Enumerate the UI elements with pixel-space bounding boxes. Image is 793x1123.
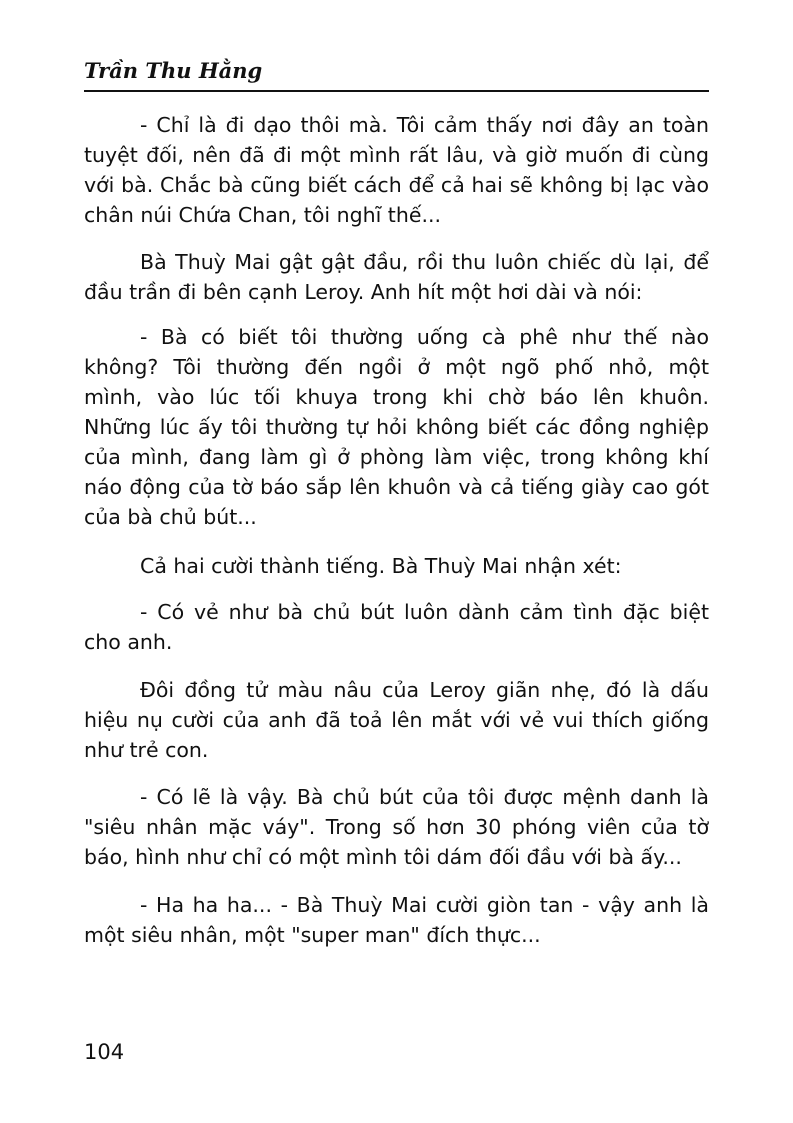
text-line: không? Tôi thường đến ngồi ở một ngõ phố nhỏ, một [84, 355, 709, 379]
running-header-author: Trần Thu Hằng [84, 58, 263, 83]
paragraph [84, 597, 709, 657]
text-line: Đôi đồng tử màu nâu của Leroy giãn nhẹ, đó là dấu [140, 678, 709, 702]
text-line: Bà Thuỳ Mai gật gật đầu, rồi thu luôn chiếc dù lại, để [140, 250, 709, 274]
text-line: hiệu nụ cười của anh đã toả lên mắt với vẻ vui thích giống [84, 708, 709, 732]
text-line: cho anh. [84, 630, 173, 654]
text-line: - Có vẻ như bà chủ bút luôn dành cảm tình đặc biệt [140, 600, 709, 624]
text-line: - Có lẽ là vậy. Bà chủ bút của tôi được mệnh danh là [140, 785, 709, 809]
text-line: "siêu nhân mặc váy". Trong số hơn 30 phóng viên của tờ [84, 815, 709, 839]
text-line: chân núi Chứa Chan, tôi nghĩ thế... [84, 203, 441, 227]
text-line: mình, vào lúc tối khuya trong khi chờ báo lên khuôn. [84, 385, 709, 409]
paragraph [84, 551, 709, 581]
text-line: Cả hai cười thành tiếng. Bà Thuỳ Mai nhận xét: [140, 554, 622, 578]
header-rule [84, 90, 709, 92]
text-line: - Ha ha ha... - Bà Thuỳ Mai cười giòn tan - vậy anh là [140, 893, 709, 917]
paragraph [84, 890, 709, 950]
paragraph [84, 247, 709, 307]
text-line: tuyệt đối, nên đã đi một mình rất lâu, và giờ muốn đi cùng [84, 143, 709, 167]
text-line: như trẻ con. [84, 738, 209, 762]
text-line: với bà. Chắc bà cũng biết cách để cả hai sẽ không bị lạc vào [84, 173, 709, 197]
text-line: một siêu nhân, một "super man" đích thực... [84, 923, 541, 947]
paragraph [84, 675, 709, 765]
text-line: của bà chủ bút... [84, 505, 257, 529]
text-line: náo động của tờ báo sắp lên khuôn và cả tiếng giày cao gót [84, 475, 709, 499]
paragraph [84, 322, 709, 532]
text-line: - Chỉ là đi dạo thôi mà. Tôi cảm thấy nơi đây an toàn [140, 113, 709, 137]
text-line: Những lúc ấy tôi thường tự hỏi không biết các đồng nghiệp [84, 415, 709, 439]
text-line: - Bà có biết tôi thường uống cà phê như thế nào [140, 325, 709, 349]
text-line: của mình, đang làm gì ở phòng làm việc, trong không khí [84, 445, 709, 469]
paragraph [84, 782, 709, 872]
text-line: báo, hình như chỉ có một mình tôi dám đối đầu với bà ấy... [84, 845, 682, 869]
paragraph [84, 110, 709, 230]
text-line: đầu trần đi bên cạnh Leroy. Anh hít một hơi dài và nói: [84, 280, 643, 304]
page-number: 104 [84, 1040, 125, 1064]
